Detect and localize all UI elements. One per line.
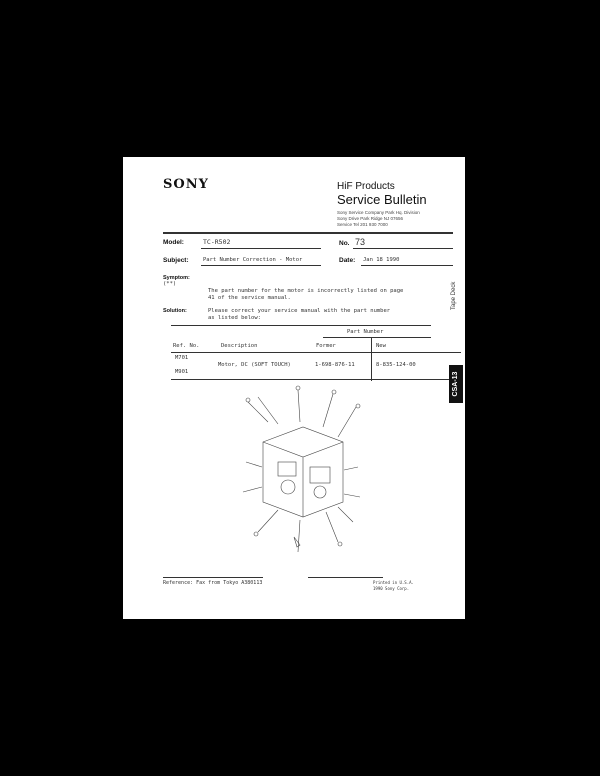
model-label: Model: (163, 239, 184, 246)
solution-text-1: Please correct your service manual with the part number (208, 308, 391, 314)
subject-value: Part Number Correction - Motor (203, 257, 303, 263)
date-label: Date: (339, 257, 356, 264)
footer-printed: Printed in U.S.A. (373, 580, 414, 585)
footer-reference: Reference: Fax from Tokyo A380113 (163, 580, 263, 586)
table-ref-2: M901 (175, 369, 189, 375)
subject-underline (201, 265, 321, 266)
table-bottom-rule (171, 379, 461, 380)
number-underline (353, 248, 453, 249)
products-heading: HiF Products (337, 181, 395, 192)
number-label: No. (339, 240, 350, 247)
table-header-description: Description (221, 343, 258, 349)
table-header-ref: Ref. No. (173, 343, 200, 349)
table-header-new: New (376, 343, 386, 349)
date-underline (361, 265, 453, 266)
table-cell-new: 8-835-124-00 (376, 362, 416, 368)
symptom-sub: (**) (163, 281, 177, 287)
side-tab (449, 365, 463, 403)
solution-label: Solution: (163, 308, 187, 314)
bulletin-page (123, 157, 465, 619)
header-rule (163, 232, 453, 234)
address-line-3: Service Tel 201 930 7000 (337, 222, 388, 227)
table-ref-1: M701 (175, 355, 189, 361)
table-column-divider (371, 337, 372, 381)
table-group-rule (323, 337, 431, 338)
solution-text-2: as listed below: (208, 315, 261, 321)
footer-copyright: 1990 Sony Corp. (373, 586, 410, 591)
address-line-1: Sony Service Company Park Hq. Division (337, 210, 420, 215)
table-header-rule (171, 352, 461, 353)
symptom-text-1: The part number for the motor is incorrectly listed on page (208, 288, 404, 294)
table-cell-former: 1-698-876-11 (315, 362, 355, 368)
number-value: 73 (355, 237, 366, 247)
table-top-rule (171, 325, 431, 326)
symptom-label: Symptom: (163, 275, 190, 281)
table-group-header: Part Number (347, 329, 384, 335)
date-value: Jan 18 1990 (363, 257, 400, 263)
footer-left-rule (163, 577, 263, 578)
exploded-view-diagram (238, 382, 368, 562)
side-tab-label: CSA-13 (452, 371, 459, 397)
bulletin-title: Service Bulletin (337, 192, 427, 207)
footer-right-rule (308, 577, 383, 578)
address-line-2: Sony Drive Park Ridge NJ 07656 (337, 216, 404, 221)
symptom-text-2: 41 of the service manual. (208, 295, 291, 301)
table-cell-description: Motor, DC (SOFT TOUCH) (218, 362, 291, 368)
model-value: TC-R502 (203, 238, 231, 246)
side-caption: Tape Deck (451, 281, 457, 310)
sony-logo: SONY (163, 177, 209, 192)
table-header-former: Former (316, 343, 336, 349)
model-underline (201, 248, 321, 249)
subject-label: Subject: (163, 257, 189, 264)
